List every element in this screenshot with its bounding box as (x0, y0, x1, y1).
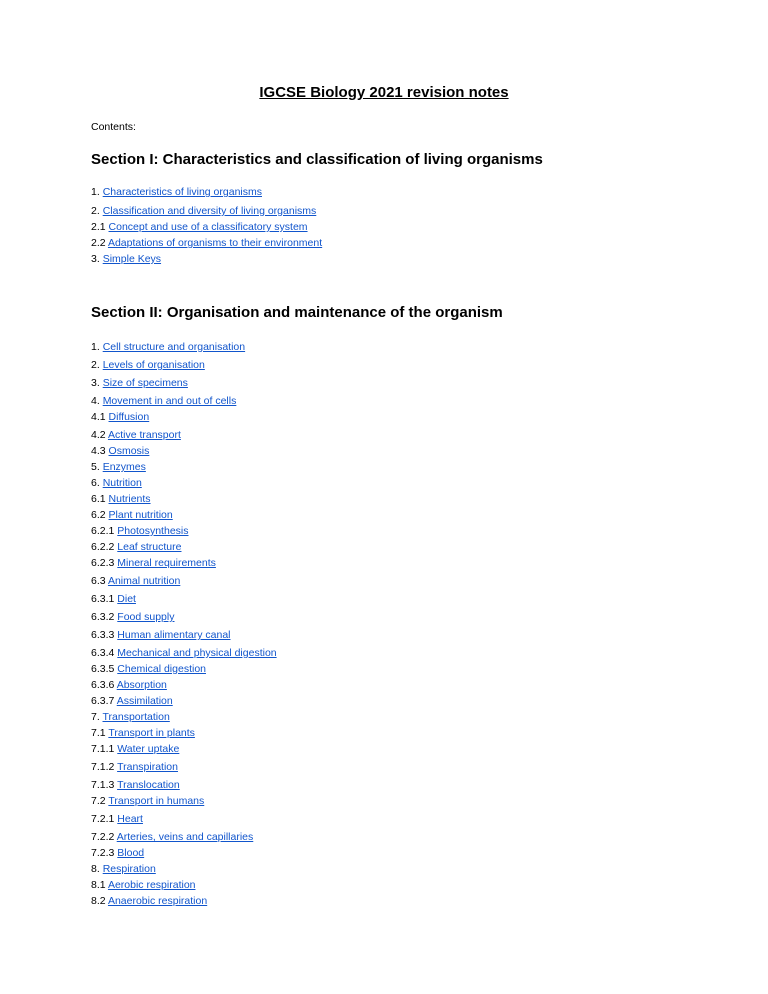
toc-link[interactable]: Plant nutrition (108, 509, 173, 521)
toc-link[interactable]: Transport in plants (108, 727, 195, 739)
toc-link[interactable]: Active transport (107, 429, 181, 441)
toc-entry-number: 6.2.1 (91, 525, 115, 537)
page-title: IGCSE Biology 2021 revision notes (259, 84, 509, 101)
toc-link[interactable]: Simple Keys (102, 253, 162, 265)
toc-entry-number: 4.3 (91, 445, 106, 457)
toc-entry (91, 629, 231, 641)
toc-entry (91, 611, 174, 623)
toc-entry-number: 7.1 (91, 727, 106, 739)
toc-link[interactable]: Enzymes (102, 461, 146, 473)
toc-entry (91, 509, 173, 521)
toc-entry (91, 461, 146, 473)
toc-link[interactable]: Chemical digestion (117, 663, 206, 675)
toc-entry (91, 575, 180, 587)
toc-entry (91, 679, 167, 691)
toc-entry (91, 863, 156, 875)
toc-entry (91, 593, 136, 605)
toc-link[interactable]: Transportation (102, 711, 170, 723)
toc-entry (91, 253, 161, 265)
toc-link[interactable]: Aerobic respiration (107, 879, 196, 891)
toc-entry-number: 6.2.2 (91, 541, 115, 553)
toc-link[interactable]: Osmosis (108, 445, 150, 457)
toc-link[interactable]: Assimilation (116, 695, 173, 707)
toc-link[interactable]: Arteries, veins and capillaries (116, 831, 254, 843)
toc-entry (91, 377, 188, 389)
toc-entry (91, 445, 149, 457)
toc-entry-number: 2.1 (91, 221, 106, 233)
toc-entry-number: 6.2.3 (91, 557, 115, 569)
toc-link[interactable]: Photosynthesis (117, 525, 189, 537)
toc-entry-number: 2. (91, 359, 100, 371)
toc-link[interactable]: Adaptations of organisms to their environment (107, 237, 323, 249)
toc-link[interactable]: Translocation (117, 779, 180, 791)
toc-entry-number: 6.3.2 (91, 611, 115, 623)
toc-entry (91, 879, 196, 891)
toc-entry-number: 6.3 (91, 575, 106, 587)
toc-entry (91, 493, 151, 505)
toc-entry (91, 186, 262, 198)
toc-entry-number: 7.1.3 (91, 779, 115, 791)
toc-entry (91, 411, 149, 423)
toc-link[interactable]: Classification and diversity of living organisms (102, 205, 317, 217)
toc-link[interactable]: Water uptake (117, 743, 180, 755)
toc-entry-number: 4.2 (91, 429, 106, 441)
toc-entry-number: 6.3.3 (91, 629, 115, 641)
toc-link[interactable]: Leaf structure (117, 541, 182, 553)
toc-entry-number: 6.3.1 (91, 593, 115, 605)
toc-entry (91, 205, 316, 217)
toc-entry-number: 7.2.3 (91, 847, 115, 859)
toc-entry (91, 647, 277, 659)
toc-link[interactable]: Diffusion (108, 411, 150, 423)
toc-link[interactable]: Nutrition (102, 477, 142, 489)
toc-link[interactable]: Human alimentary canal (117, 629, 231, 641)
toc-link[interactable]: Characteristics of living organisms (102, 186, 262, 198)
toc-link[interactable]: Heart (117, 813, 143, 825)
toc-entry (91, 727, 195, 739)
toc-link[interactable]: Respiration (102, 863, 156, 875)
toc-entry (91, 695, 173, 707)
toc-entry (91, 743, 179, 755)
toc-link[interactable]: Movement in and out of cells (102, 395, 237, 407)
toc-link[interactable]: Nutrients (108, 493, 151, 505)
toc-entry (91, 359, 205, 371)
toc-entry (91, 663, 206, 675)
toc-entry-number: 7.2 (91, 795, 106, 807)
toc-link[interactable]: Anaerobic respiration (107, 895, 208, 907)
toc-entry (91, 831, 253, 843)
toc-entry-number: 6.3.7 (91, 695, 115, 707)
toc-entry (91, 779, 180, 791)
toc-entry-number: 3. (91, 253, 100, 265)
toc-entry-number: 8.1 (91, 879, 106, 891)
toc-entry-number: 1. (91, 341, 100, 353)
toc-link[interactable]: Transport in humans (108, 795, 205, 807)
toc-entry (91, 813, 143, 825)
toc-entry-number: 6. (91, 477, 100, 489)
toc-entry (91, 341, 245, 353)
toc-entry-number: 2. (91, 205, 100, 217)
toc-entry-number: 4.1 (91, 411, 106, 423)
toc-entry (91, 895, 207, 907)
toc-link[interactable]: Transpiration (117, 761, 178, 773)
toc-entry-number: 3. (91, 377, 100, 389)
section-heading: Section II: Organisation and maintenance of the organism (91, 304, 503, 321)
toc-entry (91, 711, 170, 723)
toc-entry-number: 4. (91, 395, 100, 407)
toc-link[interactable]: Levels of organisation (102, 359, 205, 371)
toc-entry-number: 6.3.5 (91, 663, 115, 675)
toc-link[interactable]: Cell structure and organisation (102, 341, 246, 353)
toc-entry (91, 847, 144, 859)
toc-entry-number: 1. (91, 186, 100, 198)
toc-entry (91, 221, 308, 233)
section-heading: Section I: Characteristics and classification of living organisms (91, 151, 543, 168)
toc-entry-number: 8. (91, 863, 100, 875)
toc-link[interactable]: Animal nutrition (107, 575, 181, 587)
toc-link[interactable]: Diet (117, 593, 136, 605)
toc-link[interactable]: Concept and use of a classificatory system (108, 221, 308, 233)
toc-entry-number: 8.2 (91, 895, 106, 907)
toc-entry (91, 557, 216, 569)
toc-entry-number: 7.1.1 (91, 743, 115, 755)
toc-entry-number: 7.2.2 (91, 831, 115, 843)
toc-entry (91, 237, 322, 249)
toc-link[interactable]: Blood (117, 847, 145, 859)
toc-link[interactable]: Size of specimens (102, 377, 188, 389)
toc-entry-number: 6.1 (91, 493, 106, 505)
toc-link[interactable]: Mineral requirements (117, 557, 216, 569)
toc-link[interactable]: Food supply (117, 611, 175, 623)
toc-entry (91, 795, 204, 807)
toc-entry-number: 7. (91, 711, 100, 723)
toc-entry-number: 5. (91, 461, 100, 473)
toc-entry (91, 429, 181, 441)
toc-entry-number: 7.1.2 (91, 761, 115, 773)
toc-link[interactable]: Mechanical and physical digestion (117, 647, 277, 659)
toc-entry-number: 6.2 (91, 509, 106, 521)
toc-entry (91, 525, 189, 537)
toc-entry (91, 477, 142, 489)
toc-entry (91, 541, 181, 553)
toc-link[interactable]: Absorption (116, 679, 167, 691)
toc-entry-number: 6.3.6 (91, 679, 115, 691)
toc-entry-number: 7.2.1 (91, 813, 115, 825)
toc-entry-number: 6.3.4 (91, 647, 115, 659)
toc-entry (91, 761, 178, 773)
toc-entry-number: 2.2 (91, 237, 106, 249)
toc-entry (91, 395, 236, 407)
contents-label: Contents: (91, 121, 136, 133)
